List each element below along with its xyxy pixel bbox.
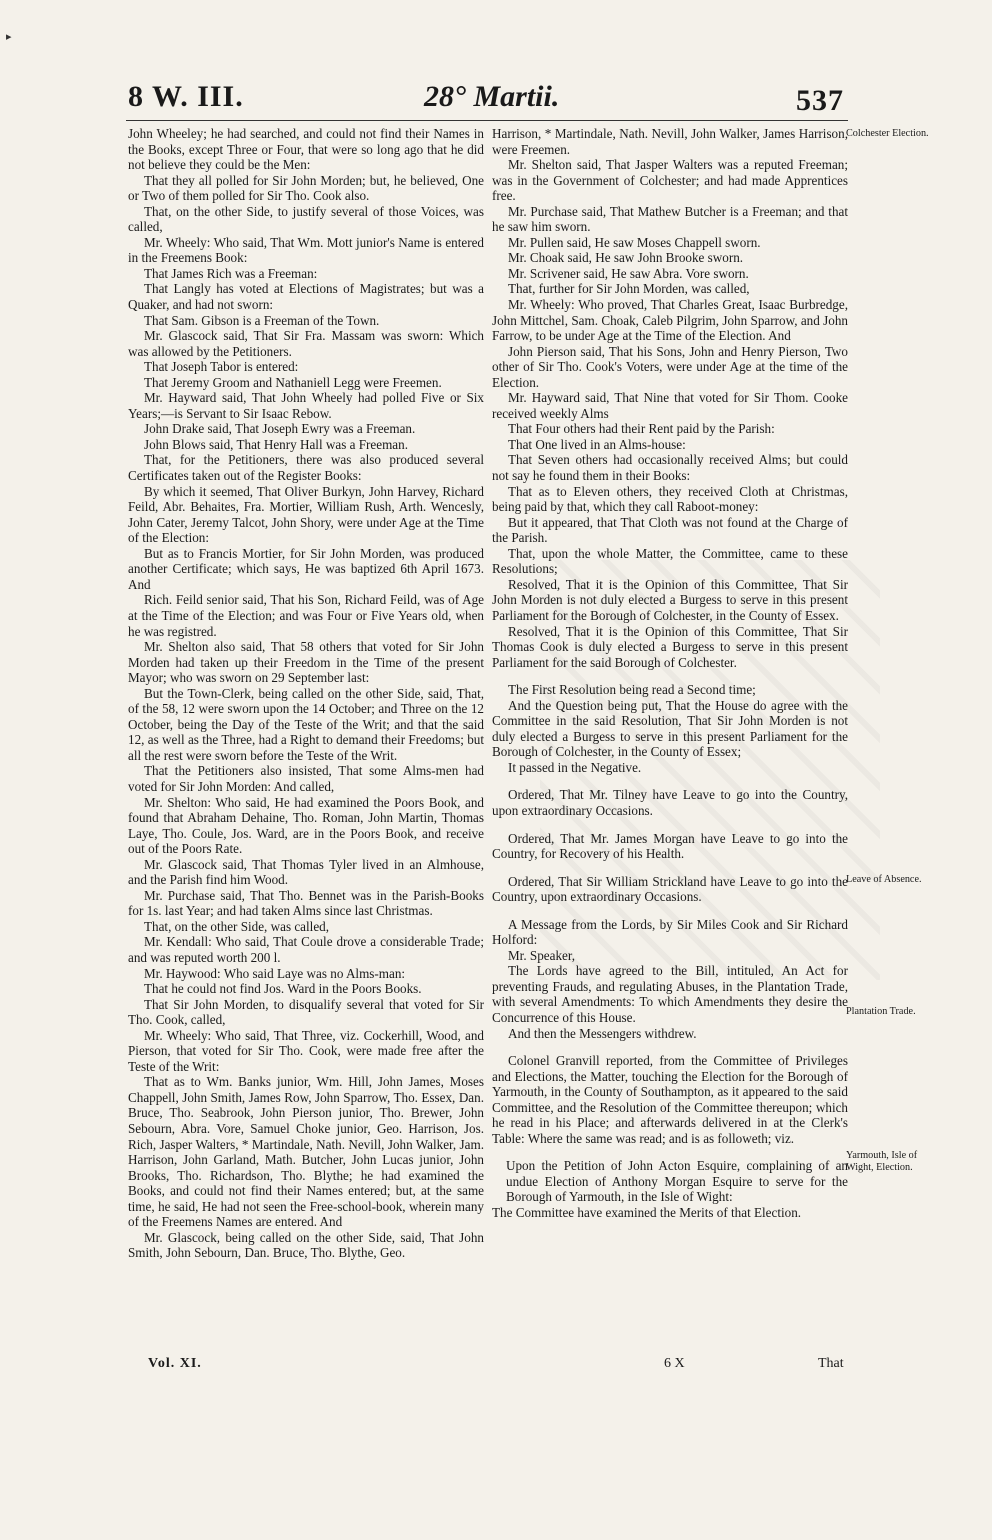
margin-note-colchester: Colchester Election. [846,128,929,139]
paragraph: Mr. Shelton said, That Jasper Walters was a reputed Freeman; was in the Government of Colchester; and had made Apprentices free. [492,157,848,204]
paragraph: Mr. Glascock said, That Thomas Tyler lived in an Almhouse, and the Parish find him Wood. [128,856,484,888]
paragraph: That One lived in an Alms-house: [508,436,686,452]
paragraph: John Wheeley; he had searched, and could not find their Names in the Books, except Three or Four, that were so long ago that he did not believe they could be the Men: [128,126,484,173]
margin-note-plantation: Plantation Trade. [846,1006,916,1017]
paragraph: That, on the other Side, to justify several of those Voices, was called, [128,203,484,235]
paragraph: The Committee have examined the Merits of that Election. [492,1205,802,1220]
paragraph: John Drake said, That Joseph Ewry was a Freeman. [144,421,416,437]
paragraph: It passed in the Negative. [508,759,642,775]
paragraph: Mr. Haywood: Who said Laye was no Alms-man: [144,965,406,981]
resolution: Resolved, That it is the Opinion of this Committee, That Sir Thomas Cook is duly elected a Burgess to serve in this present Parliament for the said Borough of Colchester. [492,623,848,670]
paragraph: Mr. Glascock said, That Sir Fra. Massam was sworn: Which was allowed by the Petitioners. [128,328,484,359]
order-paragraph: Ordered, That Sir William Strickland have Leave to go into the Country, upon extraordinary Occasions. [492,873,848,905]
right-column [492,126,848,1221]
paragraph: That, upon the whole Matter, the Committee, came to these Resolutions; [492,545,848,577]
paragraph: Mr. Speaker, [508,947,575,963]
paragraph: But the Town-Clerk, being called on the other Side, said, That, of the 58, 12 were sworn upon the 14 October; and Three on the 12 October, being the Day of the Teste of the Writ; and that the said 12, as well as the Three, had a Right to demand their Freedoms; but all the rest were sworn before the Teste of the Writ. [128,685,484,763]
paragraph: That, for the Petitioners, there was also produced several Certificates taken out of the Register Books: [128,452,484,484]
paragraph: The Lords have agreed to the Bill, intituled, An Act for preventing Frauds, and regulating Abuses, in the Plantation Trade, with several Amendments: To which Amendments they desire the Concurrence of this House. [492,963,848,1025]
paragraph: That Jeremy Groom and Nathaniell Legg were Freemen. [144,374,442,390]
page-number: 537 [796,84,844,117]
catchword: That [818,1356,844,1371]
paragraph: Mr. Wheely: Who proved, That Charles Great, Isaac Burbredge, John Mittchel, Sam. Choak, Caleb Pilgrim, John Sparrow, and John Farrow, to be under Age at the Time of the Election. And [492,297,848,344]
paragraph: John Pierson said, That his Sons, John and Henry Pierson, Two other of Sir Tho. Cook's Voters, were under Age at the time of the Election. [492,343,848,390]
paragraph: Mr. Kendall: Who said, That Coule drove a considerable Trade; and was reputed worth 200 l. [128,934,484,965]
paragraph: Mr. Hayward said, That John Wheely had polled Five or Six Years;—is Servant to Sir Isaac Rebow. [128,390,484,421]
paragraph: By which it seemed, That Oliver Burkyn, John Harvey, Richard Feild, Abr. Behaites, Fra. Mortier, William Rush, Arth. Wencesly, John Cater, Jeremy Talcot, John Shory, were under Age at the Time of the Election: [128,483,484,546]
order-paragraph: Ordered, That Mr. Tilney have Leave to go into the Country, upon extraordinary Occasions. [492,787,848,818]
paragraph: Harrison, * Martindale, Nath. Nevill, John Walker, James Harrison, were Freemen. [492,126,848,157]
paragraph: Mr. Glascock, being called on the other Side, said, That John Smith, John Sebourn, Dan. Bruce, Tho. Blythe, Geo. [128,1229,484,1261]
volume-label: Vol. XI. [148,1356,202,1371]
paragraph: That James Rich was a Freeman: [144,265,318,281]
paragraph: Mr. Shelton: Who said, He had examined the Poors Book, and found that Abraham Dehaine, Tho. Roman, John Martin, Thomas Laye, Tho. Coule, Jos. Ward, are in the Poors Book, and receive out of the Poors Rate. [128,794,484,857]
left-column [128,126,484,1261]
margin-note-leave: Leave of Absence. [846,874,922,885]
paragraph: But as to Francis Mortier, for Sir John Morden, was produced another Certificate; which says, He was baptized 6th April 1673. And [128,545,484,592]
paragraph: And then the Messengers withdrew. [508,1025,697,1041]
regnal-year: 8 W. III. [128,80,244,113]
paragraph: Colonel Granvill reported, from the Committee of Privileges and Elections, the Matter, touching the Election for the Borough of Yarmouth, in the County of Southampton, as it appeared to the said Committee, and the Resolution of the Committee thereupon; which he read in his Place; and afterwards delivered in at the Clerk's Table: Where the same was read; and is as followeth; viz. [492,1053,848,1146]
paragraph: That Langly has voted at Elections of Magistrates; but was a Quaker, and had not sworn: [128,281,484,313]
paragraph: That Seven others had occasionally received Alms; but could not say he found them in their Books: [492,452,848,484]
petition-paragraph: Upon the Petition of John Acton Esquire, complaining of an undue Election of Anthony Morgan Esquire to serve for the Borough of Yarmouth, in the Isle of Wight: [506,1158,848,1205]
paragraph: Mr. Scrivener said, He saw Abra. Vore sworn. [508,265,749,281]
date-heading: 28° Martii. [424,80,560,113]
paragraph: A Message from the Lords, by Sir Miles Cook and Sir Richard Holford: [492,916,848,948]
paragraph: That as to Wm. Banks junior, Wm. Hill, John James, Moses Chappell, John Smith, James Row, John Sparrow, Tho. Essex, Dan. Bruce, Tho. Seabrook, John Pierson junior, Tho. Brewer, John Sebourn, Abra. Vore, Samuel Choke junior, Geo. Harrison, Jos. Rich, Jasper Walters, * Martindale, Nath. Nevill, John Walker, Jam. Harrison, John Garland, Math. Butcher, John Lucas junior, John Brooks, Tho. Richardson, Tho. Blythe; he had examined the Books, and could not find their Names entered; but, at the same time, he said, He had not seen the Free-school-book, wherein many of the Freemens Names are entered. And [128,1074,484,1230]
paragraph: Mr. Pullen said, He saw Moses Chappell sworn. [508,234,761,250]
paragraph: Mr. Hayward said, That Nine that voted for Sir Thom. Cooke received weekly Alms [492,390,848,421]
paragraph: That Sam. Gibson is a Freeman of the Town. [144,312,380,328]
paragraph: Mr. Purchase said, That Mathew Butcher is a Freeman; and that he saw him sworn. [492,203,848,235]
paragraph: Mr. Choak said, He saw John Brooke sworn. [508,250,744,266]
paragraph: But it appeared, that That Cloth was not found at the Charge of the Parish. [492,514,848,546]
paragraph: Mr. Shelton also said, That 58 others that voted for Sir John Morden had taken up their Freedom in the Time of the present Mayor; who was sworn on 29 September last: [128,639,484,686]
page-header [0,70,992,122]
paragraph: Mr. Wheely: Who said, That Wm. Mott junior's Name is entered in the Freemens Book: [128,234,484,266]
paragraph: John Blows said, That Henry Hall was a Freeman. [144,436,408,452]
order-paragraph: Ordered, That Mr. James Morgan have Leave to go into the Country, for Recovery of his Health. [492,830,848,862]
resolution: Resolved, That it is the Opinion of this Committee, That Sir John Morden is not duly elected a Burgess to serve in this present Parliament for the Borough of Colchester, in the County of Essex. [492,576,848,623]
paragraph: That he could not find Jos. Ward in the Poors Books. [144,981,422,997]
paragraph: Mr. Wheely: Who said, That Three, viz. Cockerhill, Wood, and Pierson, that voted for Sir Tho. Cook, were made free after the Teste of the Writ: [128,1027,484,1074]
paragraph: That the Petitioners also insisted, That some Alms-men had voted for Sir John Morden: And called, [128,763,484,794]
paragraph: That Four others had their Rent paid by the Parish: [508,421,775,437]
paragraph: And the Question being put, That the House do agree with the Committee in the said Resolution, That Sir John Morden is not duly elected a Burgess to serve in this present Parliament for the Borough of Colchester, in the County of Essex; [492,697,848,760]
paragraph: That, on the other Side, was called, [144,918,330,934]
paragraph: That Joseph Tabor is entered: [144,359,299,375]
paragraph: Mr. Purchase said, That Tho. Bennet was in the Parish-Books for 1s. last Year; and had taken Alms since last Christmas. [128,887,484,919]
paragraph: Rich. Feild senior said, That his Son, Richard Feild, was of Age at the Time of the Election; and was Four or Five Years old, when he was registred. [128,592,484,639]
margin-note-yarmouth: Yarmouth, Isle of Wight, Election. [846,1150,918,1173]
signature-mark: 6 X [664,1356,685,1371]
paragraph: That they all polled for Sir John Morden; but, he believed, One or Two of them polled for Sir Tho. Cook also. [128,172,484,204]
paragraph: That, further for Sir John Morden, was called, [508,281,750,297]
paragraph: The First Resolution being read a Second time; [508,682,756,698]
header-rule [126,120,848,121]
paragraph: That as to Eleven others, they received Cloth at Christmas, being paid by that, which they call Raboot-money: [492,483,848,515]
edge-mark: ▸ [6,31,12,43]
paragraph: That Sir John Morden, to disqualify several that voted for Sir Tho. Cook, called, [128,996,484,1028]
